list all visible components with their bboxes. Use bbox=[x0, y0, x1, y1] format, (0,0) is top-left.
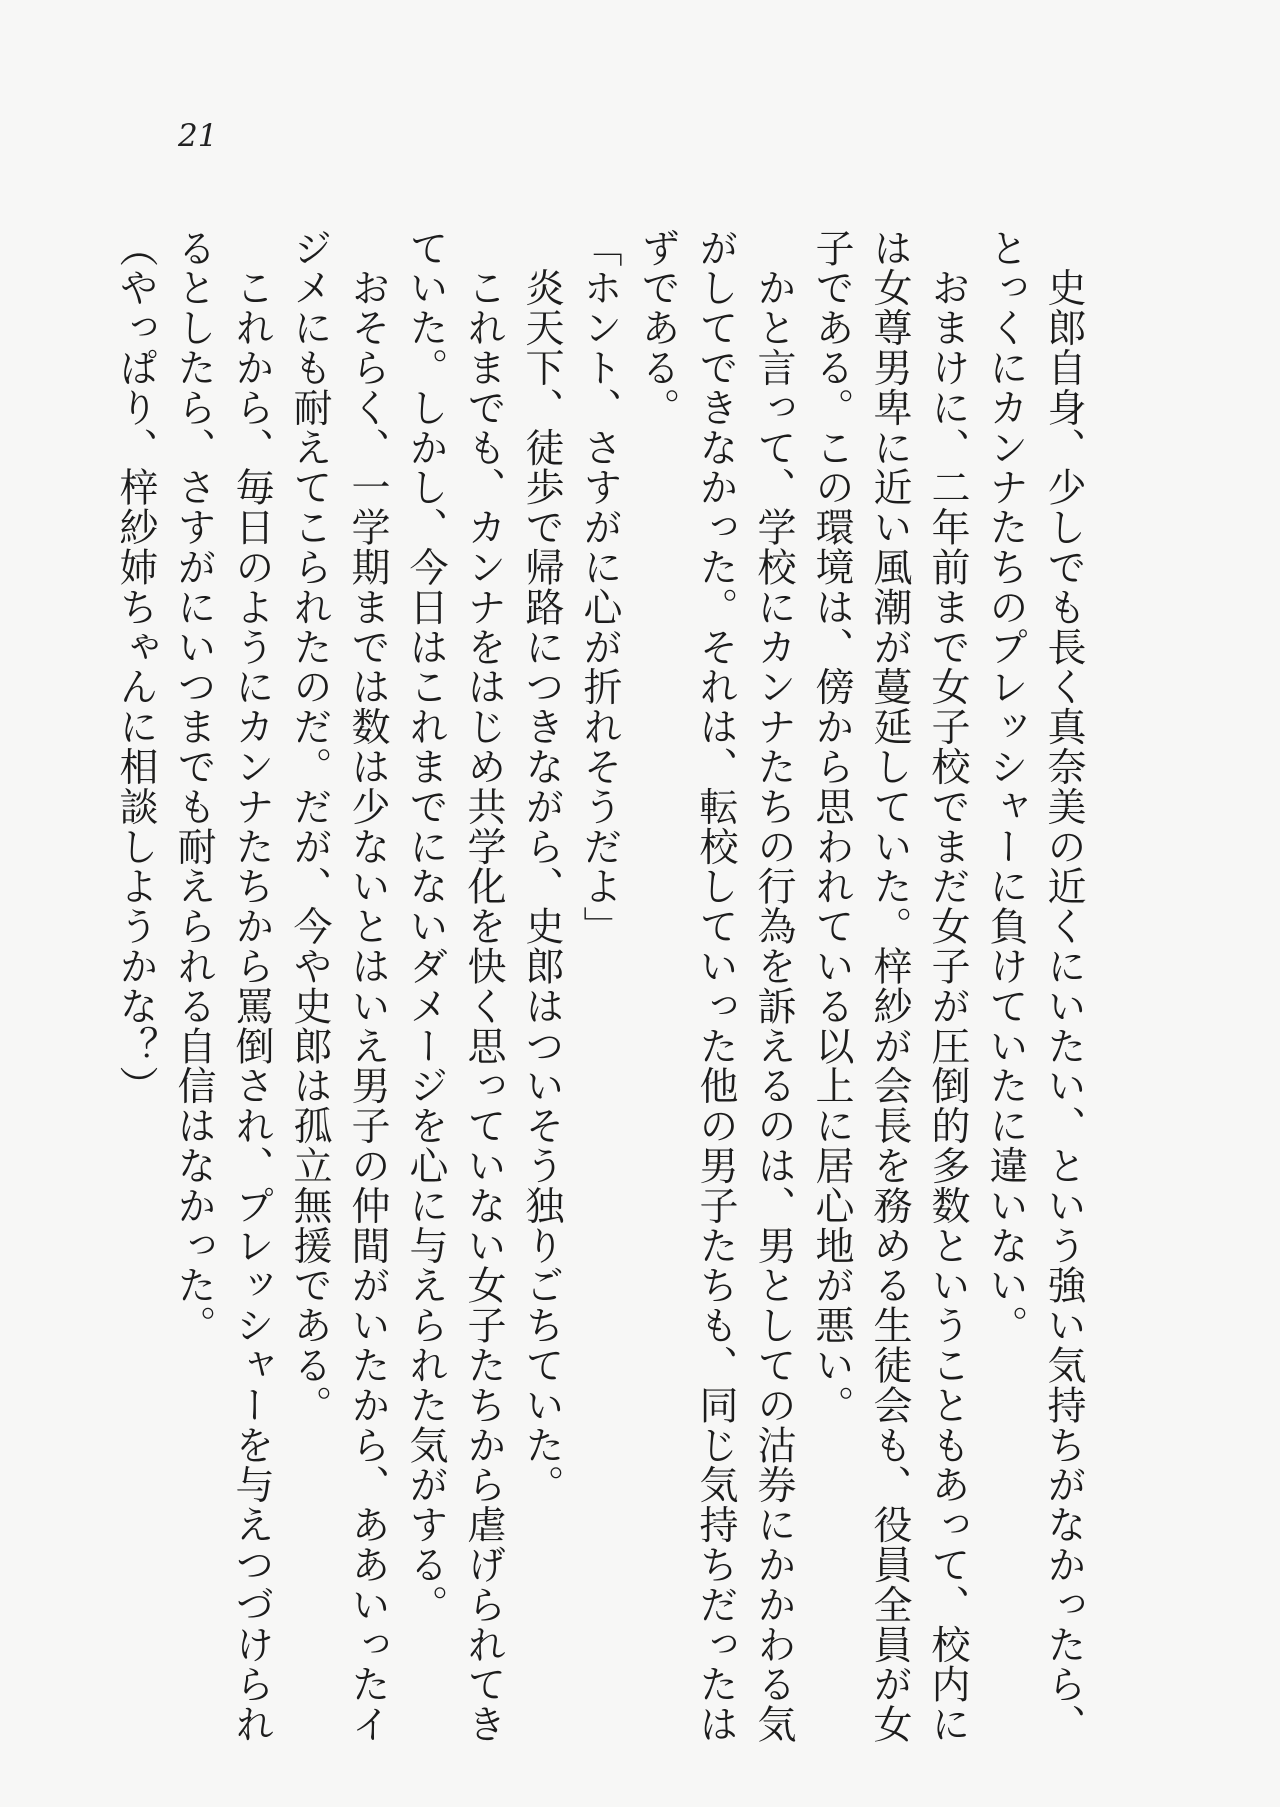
body-text bbox=[106, 228, 1092, 1745]
text-line: これまでも、カンナをはじめ共学化を快く思っていない女子たちから虐げられてき bbox=[461, 228, 506, 1745]
text-line: おそらく、一学期までは数は少ないとはいえ男子の仲間がいたから、ああいったイ bbox=[345, 228, 390, 1745]
text-line: は女尊男卑に近い風潮が蔓延していた。梓紗が会長を務める生徒会も、役員全員が女 bbox=[867, 228, 912, 1745]
text-line: おまけに、二年前まで女子校でまだ女子が圧倒的多数ということもあって、校内に bbox=[925, 228, 970, 1745]
text-line: ていた。しかし、今日はこれまでにないダメージを心に与えられた気がする。 bbox=[403, 228, 448, 1625]
page-number: 21 bbox=[178, 118, 218, 154]
text-line: がしてできなかった。それは、転校していった他の男子たちも、同じ気持ちだったは bbox=[693, 228, 738, 1745]
text-line: これから、毎日のようにカンナたちから罵倒され、プレッシャーを与えつづけられ bbox=[229, 228, 274, 1745]
text-line: 史郎自身、少しでも長く真奈美の近くにいたい、という強い気持ちがなかったら、 bbox=[1041, 228, 1086, 1745]
text-line: るとしたら、さすがにいつまでも耐えられる自信はなかった。 bbox=[171, 228, 216, 1346]
text-line: 炎天下、徒歩で帰路につきながら、史郎はついそう独りごちていた。 bbox=[519, 228, 564, 1505]
text-line: （やっぱり、梓紗姉ちゃんに相談しようかな？） bbox=[113, 228, 158, 1106]
text-line: ジメにも耐えてこられたのだ。だが、今や史郎は孤立無援である。 bbox=[287, 228, 332, 1425]
text-line: とっくにカンナたちのプレッシャーに負けていたに違いない。 bbox=[983, 228, 1028, 1346]
text-line: 子である。この環境は、傍から思われている以上に居心地が悪い。 bbox=[809, 228, 854, 1425]
text-line: 「ホント、さすがに心が折れそうだよ」 bbox=[577, 228, 622, 947]
text-line: かと言って、学校にカンナたちの行為を訴えるのは、男としての沽券にかかわる気 bbox=[751, 228, 796, 1745]
text-line: ずである。 bbox=[635, 228, 680, 428]
